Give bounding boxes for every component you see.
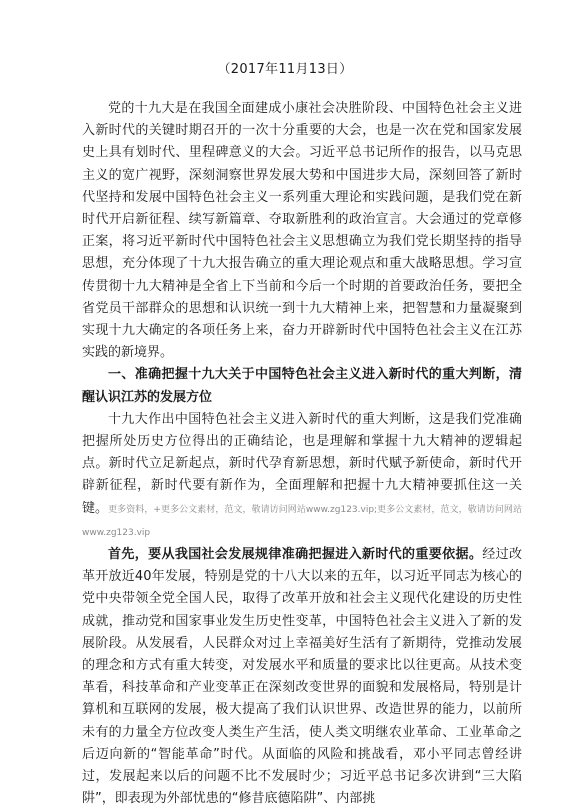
section-heading: 一、准确把握十九大关于中国特色社会主义进入新时代的重大判断，清醒认识江苏的发展方位	[82, 367, 522, 405]
paragraph-first-point	[82, 544, 522, 810]
document-body	[82, 98, 522, 811]
document-date: （2017年11月13日）	[217, 62, 353, 77]
source-footnote: 更多资料，+更多公文素材，范文，敬请访问网站www.zg123.vip;更多公文素材，范文，敬请访问网站www.zg123.vip	[82, 504, 522, 538]
paragraph-new-era	[82, 409, 522, 544]
paragraph-intro: 党的十九大是在我国全面建成小康社会决胜阶段、中国特色社会主义进入新时代的关键时期召开的一次十分重要的大会，也是一次在党和国家发展史上具有划时代、里程碑意义的大会。习近平总书记所作的报告，以马克思主义的宽广视野，深刻洞察世界发展大势和中国进步大局，深刻回答了新时代坚持和发展中国特色社会主义一系列重大理论和实践问题，是我们党在新时代开启新征程、续写新篇章、夺取新胜利的政治宣言。大会通过的党章修正案，将习近平新时代中国特色社会主义思想确立为我们党长期坚持的指导思想，充分体现了十九大报告确立的重大理论观点和重大战略思想。学习宣传贯彻十九大精神是全省上下当前和今后一个时期的首要政治任务，要把全省党员干部群众的思想和认识统一到十九大精神上来，把智慧和力量凝聚到实现十九大确定的各项任务上来，奋力开辟新时代中国特色社会主义在江苏实践的新境界。	[82, 101, 522, 361]
paragraph-first-point-text: 经过改革开放近40年发展，特别是党的十八大以来的五年，以习近平同志为核心的党中央带领全党全国人民，取得了改革开放和社会主义现代化建设的历史性成就，推动党和国家事业发生历史性变革，中国特色社会主义进入了新的发展阶段。从发展看，人民群众对过上幸福美好生活有了新期待，党推动发展的理念和方式有重大转变，对发展水平和质量的要求比以往更高。从技术变革看，科技革命和产业变革正在深刻改变世界的面貌和发展格局，特别是计算机和互联网的发展，极大提高了我们认识世界、改造世界的能力，以前所未有的力量全方位改变人类生产生活，使人类文明继农业革命、工业革命之后迈向新的“智能革命”时代。从面临的风险和挑战看，邓小平同志曾经讲过，发展起来以后的问题不比不发展时少；习近平总书记多次讲到“三大陷阱”，即表现为外部忧患的“修昔底德陷阱”、内部挑	[82, 547, 522, 807]
paragraph-new-era-text: 十九大作出中国特色社会主义进入新时代的重大判断，这是我们党准确把握所处历史方位得出的正确结论，也是理解和掌握十九大精神的逻辑起点。新时代立足新起点，新时代孕育新思想，新时代赋予新使命，新时代开辟新征程，新时代要有新作为，全面理解和把握十九大精神要抓住这一关键。	[82, 411, 522, 516]
paragraph-lead-sentence: 首先，要从我国社会发展规律准确把握进入新时代的重要依据。	[108, 547, 483, 563]
